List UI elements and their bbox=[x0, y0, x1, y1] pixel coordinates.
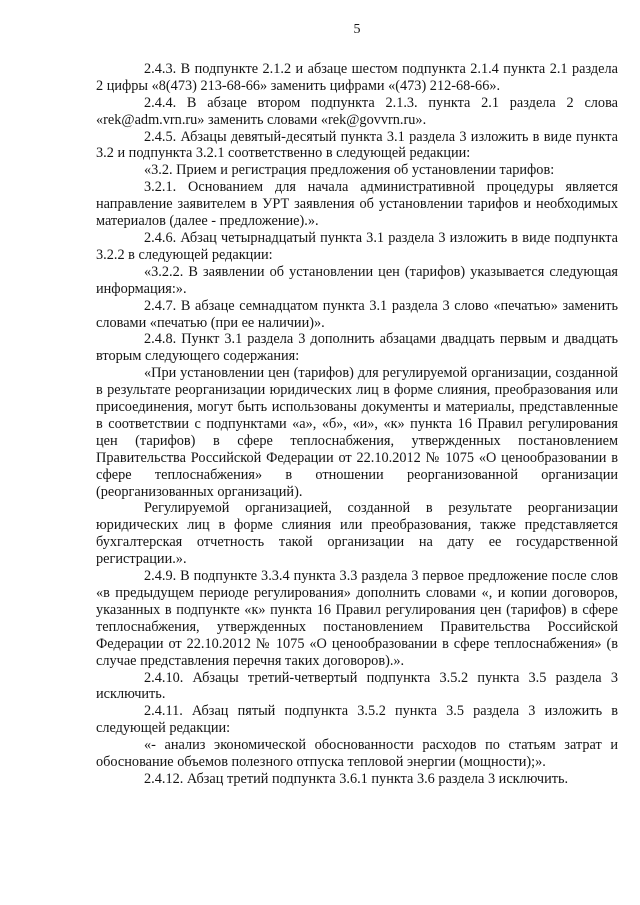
paragraph-quote-reorganization: «При установлении цен (тарифов) для регулируемой организации, созданной в результате реорганизации юридических лиц в форме слияния, преобразования или присоединения, могут быть использованы документы и материалы, представленные в соответствии с подпунктами «а», «б», «и», «к» пункта 16 Правил регулирования цен (тарифов) в сфере теплоснабжения, утвержденных постановлением Правительства Российской Федерации от 22.10.2012 № 1075 «О ценообразовании в сфере теплоснабжения» в отношении реорганизованной организации (реорганизованных организаций). bbox=[96, 365, 618, 500]
paragraph-2-4-11: 2.4.11. Абзац пятый подпункта 3.5.2 пункта 3.5 раздела 3 изложить в следующей редакции: bbox=[96, 703, 618, 737]
paragraph-3-2-2: «3.2.2. В заявлении об установлении цен (тарифов) указывается следующая информация:». bbox=[96, 263, 618, 297]
paragraph-2-4-5: 2.4.5. Абзацы девятый-десятый пункта 3.1 раздела 3 изложить в виде пункта 3.2 и подпункта 3.2.1 соответственно в следующей редакции: bbox=[96, 128, 618, 162]
paragraph-2-4-6: 2.4.6. Абзац четырнадцатый пункта 3.1 раздела 3 изложить в виде подпункта 3.2.2 в следующей редакции: bbox=[96, 229, 618, 263]
page-number: 5 bbox=[353, 22, 361, 37]
paragraph-2-4-8: 2.4.8. Пункт 3.1 раздела 3 дополнить абзацами двадцать первым и двадцать вторым следующего содержания: bbox=[96, 331, 618, 365]
paragraph-2-4-4: 2.4.4. В абзаце втором подпункта 2.1.3. пункта 2.1 раздела 2 слова «rek@adm.vrn.ru» заменить словами «rek@govvrn.ru». bbox=[96, 94, 618, 128]
paragraph-2-4-9: 2.4.9. В подпункте 3.3.4 пункта 3.3 раздела 3 первое предложение после слов «в предыдущем периоде регулирования» дополнить словами «, и копии договоров, указанных в подпункте «к» пункта 16 Правил регулирования цен (тарифов) в сфере теплоснабжения, утвержденных постановлением Правительства Российской Федерации от 22.10.2012 № 1075 «О ценообразовании в сфере теплоснабжения» (в случае представления перечня таких договоров).». bbox=[96, 568, 618, 669]
paragraph-quote-accounting: Регулируемой организацией, созданной в результате реорганизации юридических лиц в форме слияния или преобразования, также представляется бухгалтерская отчетность такой организации на дату ее государственной регистрации.». bbox=[96, 500, 618, 568]
paragraph-2-4-3: 2.4.3. В подпункте 2.1.2 и абзаце шестом подпункта 2.1.4 пункта 2.1 раздела 2 цифры «8(473) 213-68-66» заменить цифрами «(473) 212-68-66». bbox=[96, 60, 618, 94]
paragraph-3-2: «3.2. Прием и регистрация предложения об установлении тарифов: bbox=[144, 162, 555, 179]
paragraph-quote-analysis: «- анализ экономической обоснованности расходов по статьям затрат и обоснование объемов полезного отпуска тепловой энергии (мощности);». bbox=[96, 737, 618, 771]
paragraph-3-2-1: 3.2.1. Основанием для начала административной процедуры является направление заявителем в УРТ заявления об установлении тарифов и необходимых материалов (далее - предложение).». bbox=[96, 179, 618, 230]
paragraph-2-4-7: 2.4.7. В абзаце семнадцатом пункта 3.1 раздела 3 слово «печатью» заменить словами «печатью (при ее наличии)». bbox=[96, 297, 618, 331]
paragraph-2-4-12: 2.4.12. Абзац третий подпункта 3.6.1 пункта 3.6 раздела 3 исключить. bbox=[144, 770, 569, 787]
paragraph-2-4-10: 2.4.10. Абзацы третий-четвертый подпункта 3.5.2 пункта 3.5 раздела 3 исключить. bbox=[96, 669, 618, 703]
